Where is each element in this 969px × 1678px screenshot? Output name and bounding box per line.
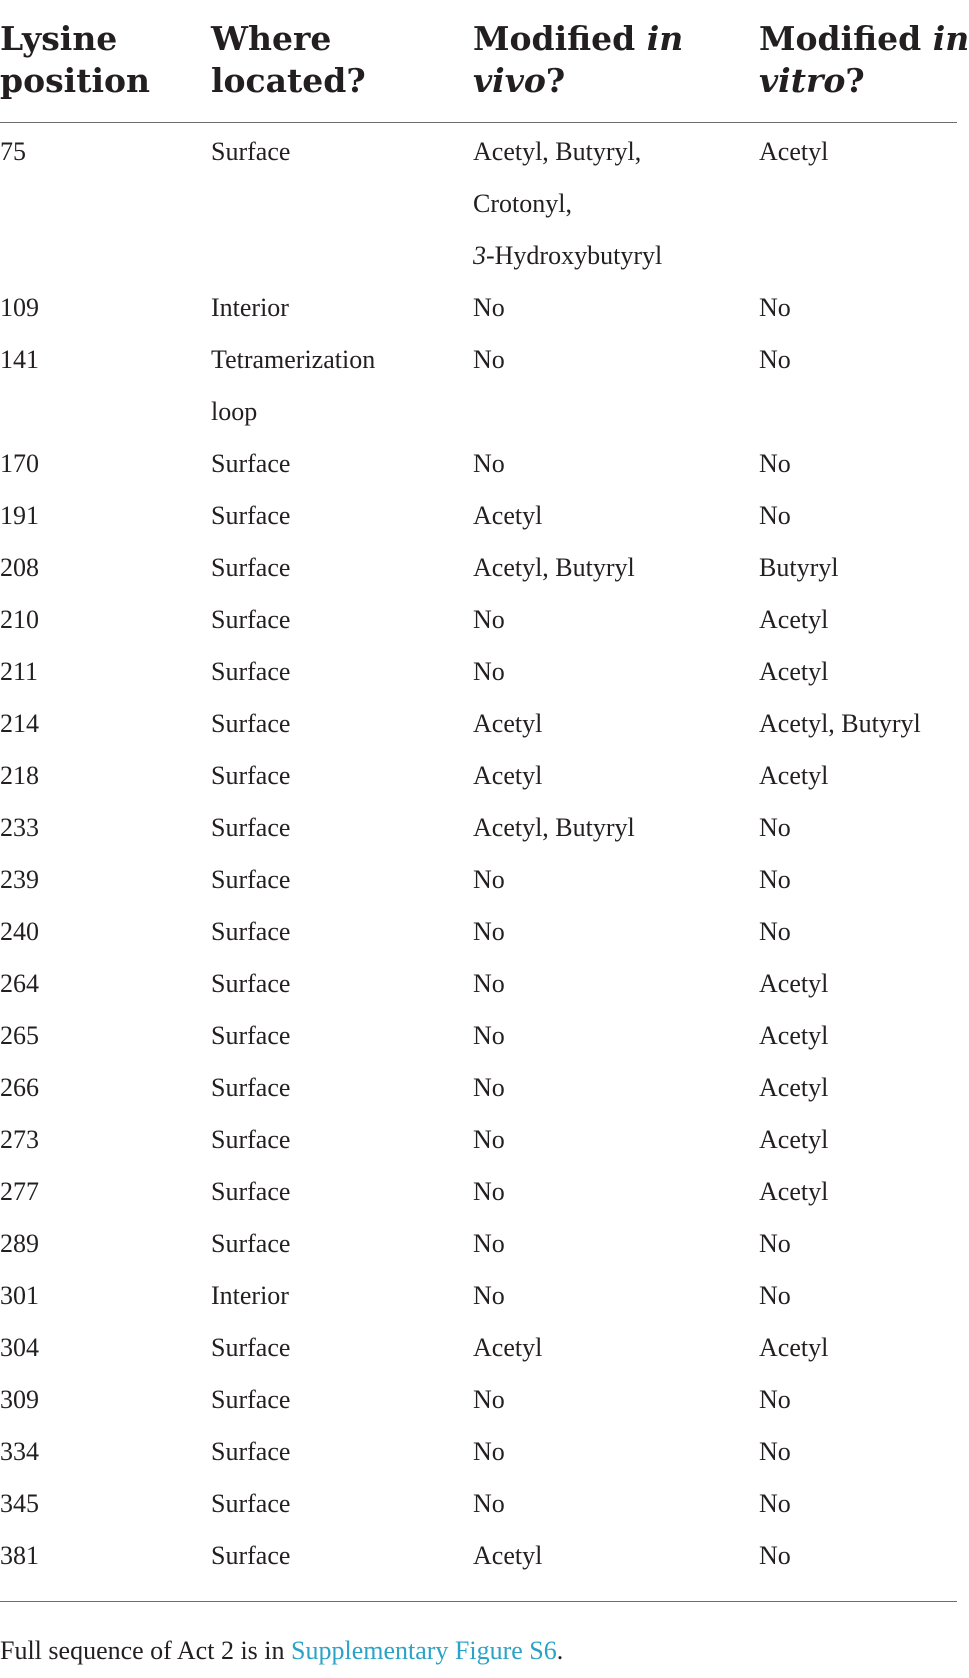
cell-location [211,854,290,906]
cell-in-vivo [473,1530,542,1582]
cell-lysine-position: 345 [0,1489,39,1518]
cell-in-vivo-line: No [473,293,505,322]
cell-in-vitro [759,958,828,1010]
cell-in-vitro [759,542,838,594]
table-row [0,334,957,438]
cell-in-vivo-line: No [473,1437,505,1466]
cell-lysine-position: 109 [0,293,39,322]
cell-location-line: Surface [211,553,291,582]
table-row [0,1218,957,1270]
cell-in-vivo [473,594,505,646]
cell-in-vivo [473,282,505,334]
cell-in-vitro [759,854,791,906]
cell-in-vitro-line: No [759,293,791,322]
cell-in-vitro-line: No [759,449,791,478]
header-lysine-line2: position [0,61,150,100]
cell-lysine-position: 334 [0,1437,39,1466]
table-footnote [0,1634,563,1668]
cell-in-vivo-line: No [473,1125,505,1154]
cell-lysine-position: 211 [0,657,39,686]
cell-in-vivo-line: No [473,449,505,478]
cell-location [211,1114,290,1166]
header-vivo-word: vivo [473,61,546,100]
cell-location [211,646,290,698]
header-vitro-suffix: ? [845,61,865,100]
table-row [0,1166,957,1218]
cell-in-vivo-line: Acetyl [473,1333,543,1362]
cell-lysine-position: 191 [0,501,39,530]
cell-location-line: Interior [211,1281,289,1310]
cell-location [211,1530,290,1582]
cell-in-vivo [473,1218,505,1270]
cell-in-vitro [759,282,791,334]
cell-in-vitro [759,802,791,854]
cell-location [211,1478,290,1530]
cell-in-vivo [473,698,542,750]
cell-in-vivo-line: No [473,1073,505,1102]
header-vivo-line1 [473,18,683,60]
cell-in-vitro-line: No [759,917,791,946]
cell-in-vitro [759,1322,828,1374]
table-row [0,282,957,334]
cell-location [211,594,290,646]
header-where-line1: Where [211,19,332,58]
cell-location-line: Surface [211,1333,291,1362]
cell-location-line: Surface [211,1177,291,1206]
cell-in-vivo-line: No [473,345,505,374]
table-row [0,1426,957,1478]
table-row [0,1478,957,1530]
cell-in-vitro-line: No [759,1489,791,1518]
table-row [0,1530,957,1582]
cell-location [211,438,290,490]
cell-in-vitro-line: No [759,813,791,842]
cell-in-vivo [473,1426,505,1478]
cell-location [211,906,290,958]
cell-in-vivo [473,646,505,698]
cell-in-vitro-line: Butyryl [759,553,839,582]
cell-lysine-position: 301 [0,1281,39,1310]
header-vivo-prefix: Modified [473,19,647,58]
cell-in-vitro-line: Acetyl [759,1125,829,1154]
cell-location [211,282,289,334]
cell-in-vivo-line: No [473,1281,505,1310]
cell-in-vitro [759,1530,791,1582]
table-row [0,854,957,906]
cell-lysine-position: 273 [0,1125,39,1154]
cell-in-vivo-line: Acetyl [473,761,543,790]
cell-location [211,698,290,750]
cell-in-vivo [473,1010,505,1062]
cell-in-vitro [759,698,921,750]
cell-in-vitro [759,1062,828,1114]
cell-location [211,1426,290,1478]
cell-location [211,1166,290,1218]
cell-in-vivo-line: Acetyl, Butyryl [473,813,635,842]
table-row [0,698,957,750]
cell-in-vivo-line: No [473,1229,505,1258]
cell-in-vitro [759,1478,791,1530]
cell-in-vitro [759,1010,828,1062]
cell-in-vivo [473,750,542,802]
cell-in-vivo [473,542,635,594]
cell-in-vitro-line: No [759,865,791,894]
table-row [0,958,957,1010]
cell-location-line: Surface [211,969,291,998]
cell-in-vivo-line: No [473,865,505,894]
table-top-rule [0,122,957,123]
cell-in-vitro-line: Acetyl [759,137,829,166]
table-row [0,126,957,282]
cell-in-vitro-line: No [759,1541,791,1570]
cell-in-vivo-line: No [473,969,505,998]
cell-in-vivo [473,334,505,386]
table-row [0,1114,957,1166]
cell-in-vivo [473,1062,505,1114]
cell-in-vitro [759,1114,828,1166]
cell-in-vitro-line: Acetyl, Butyryl [759,709,921,738]
table-row [0,1322,957,1374]
table-row [0,802,957,854]
cell-in-vitro-line: No [759,1385,791,1414]
cell-location-line: Interior [211,293,289,322]
table-row [0,490,957,542]
table-header [0,18,969,122]
cell-location [211,1374,290,1426]
cell-lysine-position: 304 [0,1333,39,1362]
cell-in-vitro [759,1166,828,1218]
table-row [0,1010,957,1062]
header-lysine-position [0,18,150,102]
cell-location-line: Surface [211,1489,291,1518]
cell-location [211,1218,290,1270]
cell-in-vitro [759,646,828,698]
cell-in-vivo [473,1478,505,1530]
cell-location-line: Surface [211,917,291,946]
cell-in-vitro [759,490,791,542]
cell-in-vitro-line: Acetyl [759,1177,829,1206]
header-where-line2: located? [211,61,366,100]
cell-in-vivo [473,854,505,906]
header-vitro-line1 [759,18,969,60]
cell-in-vitro [759,594,828,646]
cell-in-vivo [473,802,635,854]
cell-in-vivo [473,1374,505,1426]
cell-location-line: Surface [211,761,291,790]
table-row [0,646,957,698]
cell-location-line: Surface [211,1021,291,1050]
cell-lysine-position: 214 [0,709,39,738]
cell-in-vivo-line: 3-Hydroxybutyryl [473,241,663,270]
cell-location-line: Surface [211,709,291,738]
cell-in-vitro-line: Acetyl [759,1021,829,1050]
table-row [0,438,957,490]
cell-location-line: Surface [211,1125,291,1154]
header-vivo-suffix: ? [545,61,566,100]
header-vivo-line2 [473,60,683,102]
cell-location-line: Surface [211,1229,291,1258]
cell-location [211,1062,290,1114]
cell-in-vitro [759,126,828,178]
footnote-prefix: Full sequence of Act 2 is in [0,1636,292,1665]
cell-lysine-position: 265 [0,1021,39,1050]
cell-in-vitro-line: No [759,1281,791,1310]
cell-location-line: Surface [211,865,291,894]
cell-in-vitro [759,1270,791,1322]
cell-location [211,1270,289,1322]
cell-in-vitro [759,906,791,958]
cell-location-line: Surface [211,1437,291,1466]
header-vitro-line2 [759,60,969,102]
table-body [0,126,957,1582]
cell-in-vivo-line: Acetyl [473,1541,543,1570]
header-vivo-in: in [646,19,684,58]
cell-in-vivo [473,906,505,958]
cell-in-vitro [759,1218,791,1270]
cell-location [211,126,290,178]
cell-location-line: Surface [211,137,291,166]
cell-location-line: Surface [211,449,291,478]
cell-location [211,802,290,854]
table-row [0,1374,957,1426]
cell-in-vivo-line: No [473,1021,505,1050]
cell-location-line: Surface [211,813,291,842]
cell-lysine-position: 240 [0,917,39,946]
cell-in-vitro-line: No [759,501,791,530]
cell-in-vivo-line: Acetyl [473,501,543,530]
cell-location-line: Surface [211,1541,291,1570]
cell-in-vitro [759,334,791,386]
cell-in-vivo-line: No [473,1177,505,1206]
cell-in-vivo [473,1114,505,1166]
cell-in-vivo [473,1166,505,1218]
table-row [0,542,957,594]
cell-lysine-position: 266 [0,1073,39,1102]
cell-in-vivo [473,958,505,1010]
cell-in-vivo [473,126,662,282]
table-row [0,594,957,646]
table-row [0,906,957,958]
cell-in-vivo-line: Acetyl [473,709,543,738]
cell-location-line: Surface [211,605,291,634]
cell-in-vitro-line: No [759,1229,791,1258]
cell-in-vivo [473,1322,542,1374]
cell-lysine-position: 170 [0,449,39,478]
cell-in-vitro [759,438,791,490]
table-row [0,1270,957,1322]
cell-location [211,490,290,542]
cell-location-line: loop [211,397,258,426]
cell-lysine-position: 75 [0,137,26,166]
cell-in-vivo-line: Crotonyl, [473,189,572,218]
table-row [0,750,957,802]
cell-lysine-position: 208 [0,553,39,582]
cell-location-line: Tetramerization [211,345,376,374]
cell-lysine-position: 381 [0,1541,39,1570]
supplementary-figure-link[interactable]: Supplementary Figure S6 [291,1636,557,1665]
cell-location [211,1010,290,1062]
header-modified-in-vitro [759,18,969,102]
cell-in-vivo [473,490,542,542]
cell-in-vitro-line: No [759,345,791,374]
cell-in-vitro-line: Acetyl [759,761,829,790]
cell-in-vitro-line: Acetyl [759,1333,829,1362]
cell-lysine-position: 264 [0,969,39,998]
cell-location [211,750,290,802]
header-lysine-line1: Lysine [0,19,118,58]
cell-lysine-position: 289 [0,1229,39,1258]
cell-in-vivo-line: No [473,1489,505,1518]
cell-lysine-position: 141 [0,345,39,374]
cell-in-vivo-line: No [473,657,505,686]
cell-in-vivo [473,1270,505,1322]
cell-in-vivo-line: Acetyl, Butyryl [473,553,635,582]
cell-in-vitro-line: No [759,1437,791,1466]
header-vitro-prefix: Modified [759,19,933,58]
cell-in-vitro [759,750,828,802]
cell-in-vitro [759,1374,791,1426]
table-bottom-rule [0,1601,957,1602]
table-row [0,1062,957,1114]
italic-three: 3 [473,241,486,270]
cell-in-vivo-line: No [473,605,505,634]
cell-lysine-position: 218 [0,761,39,790]
header-vitro-in: in [932,19,969,58]
cell-location [211,542,290,594]
cell-in-vivo [473,438,505,490]
header-vitro-word: vitro [759,61,846,100]
cell-in-vivo-line: Acetyl, Butyryl, [473,137,642,166]
header-where-located [211,18,366,102]
cell-location-line: Surface [211,501,291,530]
cell-location-line: Surface [211,1073,291,1102]
cell-in-vitro-line: Acetyl [759,1073,829,1102]
cell-location-line: Surface [211,657,291,686]
cell-lysine-position: 277 [0,1177,39,1206]
header-modified-in-vivo [473,18,683,102]
cell-lysine-position: 239 [0,865,39,894]
cell-in-vivo-line: No [473,917,505,946]
cell-location [211,334,375,438]
cell-in-vitro-line: Acetyl [759,657,829,686]
cell-in-vitro [759,1426,791,1478]
footnote-suffix: . [556,1636,564,1665]
cell-lysine-position: 309 [0,1385,39,1414]
cell-in-vivo-line: No [473,1385,505,1414]
cell-in-vitro-line: Acetyl [759,605,829,634]
cell-location [211,1322,290,1374]
cell-lysine-position: 210 [0,605,39,634]
cell-location-line: Surface [211,1385,291,1414]
cell-location [211,958,290,1010]
cell-in-vitro-line: Acetyl [759,969,829,998]
cell-lysine-position: 233 [0,813,39,842]
